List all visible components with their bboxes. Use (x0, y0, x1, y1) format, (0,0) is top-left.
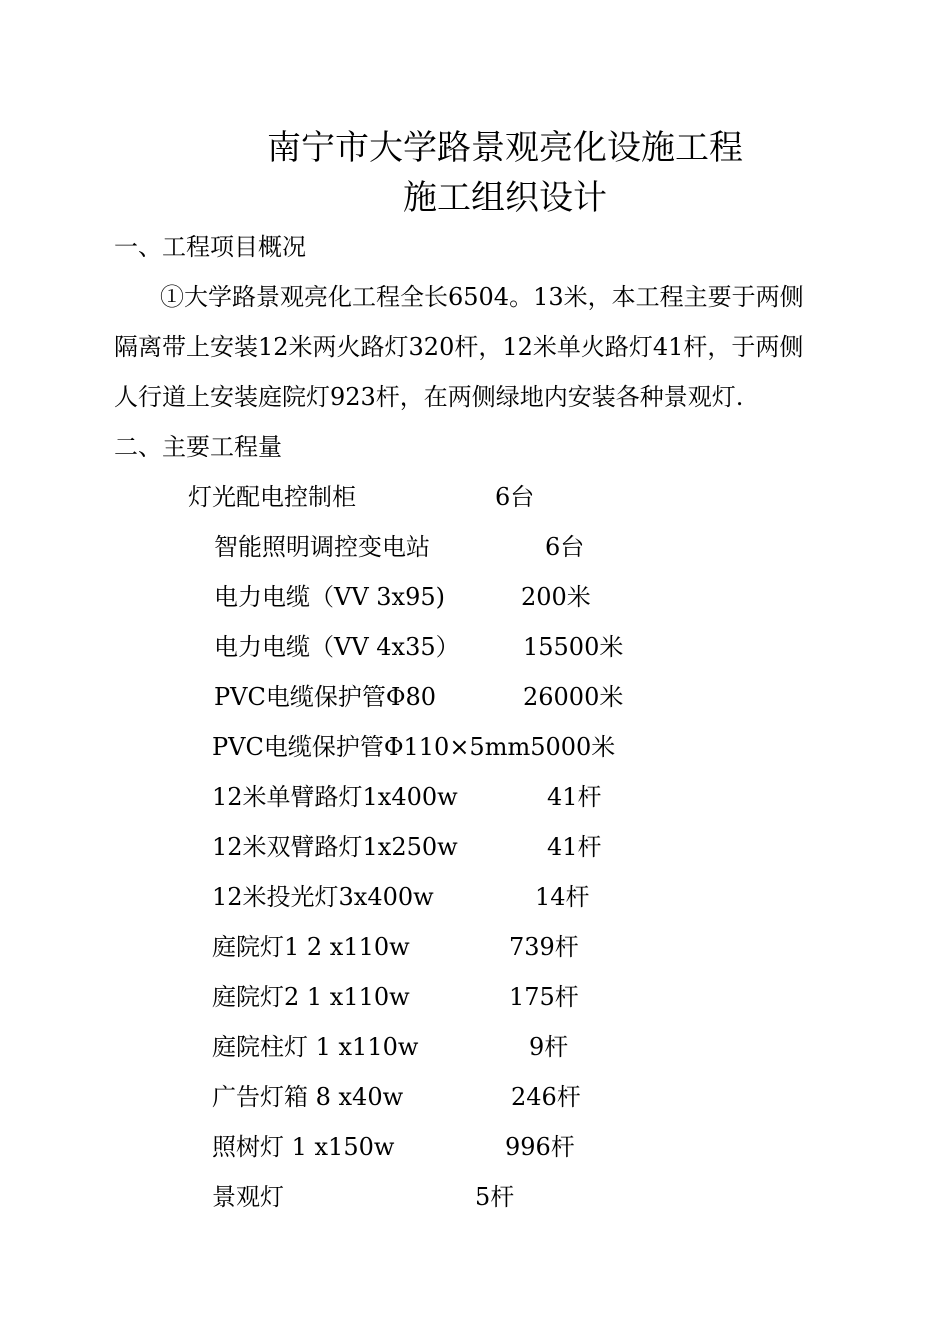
quantity-item-qty: 9杆 (529, 1033, 569, 1061)
quantity-item-qty: 14杆 (535, 883, 590, 911)
quantity-item-qty: 175杆 (509, 983, 579, 1011)
quantity-item-name: 照树灯 1 x150w (212, 1133, 395, 1161)
quantity-item-name: 庭院柱灯 1 x110w (212, 1033, 419, 1061)
quantity-item-name: 电力电缆（VV 3x95) (214, 583, 445, 611)
quantity-item-name: 12米单臂路灯1x400w (212, 783, 458, 811)
section1-paragraph-line: 人行道上安装庭院灯923杆，在两侧绿地内安装各种景观灯. (114, 383, 744, 411)
quantity-item-qty: 26000米 (523, 683, 624, 711)
section1-paragraph-line: 隔离带上安装12米两火路灯320杆，12米单火路灯41杆，于两侧 (114, 333, 804, 361)
document-title-line2: 施工组织设计 (403, 178, 607, 218)
quantity-item-qty: 200米 (521, 583, 591, 611)
quantity-item-name: 电力电缆（VV 4x35） (214, 633, 460, 661)
quantity-item-name: 12米双臂路灯1x250w (212, 833, 458, 861)
quantity-item-qty: 996杆 (505, 1133, 575, 1161)
section1-heading: 一、工程项目概况 (114, 233, 306, 261)
quantity-item-name: 庭院灯1 2 x110w (212, 933, 410, 961)
section1-paragraph-line: ①大学路景观亮化工程全长6504。13米，本工程主要于两侧 (160, 283, 804, 311)
quantity-item-name: 灯光配电控制柜 (188, 483, 356, 511)
section2-heading: 二、主要工程量 (114, 433, 282, 461)
quantity-item-qty: 41杆 (547, 833, 602, 861)
quantity-item-qty: 246杆 (511, 1083, 581, 1111)
quantity-item-name: 庭院灯2 1 x110w (212, 983, 410, 1011)
quantity-item-qty: 5杆 (475, 1183, 515, 1211)
quantity-item-qty: 739杆 (509, 933, 579, 961)
quantity-item-name: PVC电缆保护管Φ80 (214, 683, 437, 711)
quantity-item-qty: 6台 (545, 533, 585, 561)
quantity-item-name: 智能照明调控变电站 (214, 533, 430, 561)
quantity-item-qty: 6台 (495, 483, 535, 511)
quantity-item-name: PVC电缆保护管Φ110×5mm5000米 (212, 733, 616, 761)
quantity-item-name: 景观灯 (212, 1183, 284, 1211)
document-title-line1: 南宁市大学路景观亮化设施工程 (267, 128, 743, 168)
quantity-item-name: 12米投光灯3x400w (212, 883, 434, 911)
quantity-item-qty: 41杆 (547, 783, 602, 811)
quantity-item-name: 广告灯箱 8 x40w (212, 1083, 404, 1111)
quantity-item-qty: 15500米 (523, 633, 624, 661)
